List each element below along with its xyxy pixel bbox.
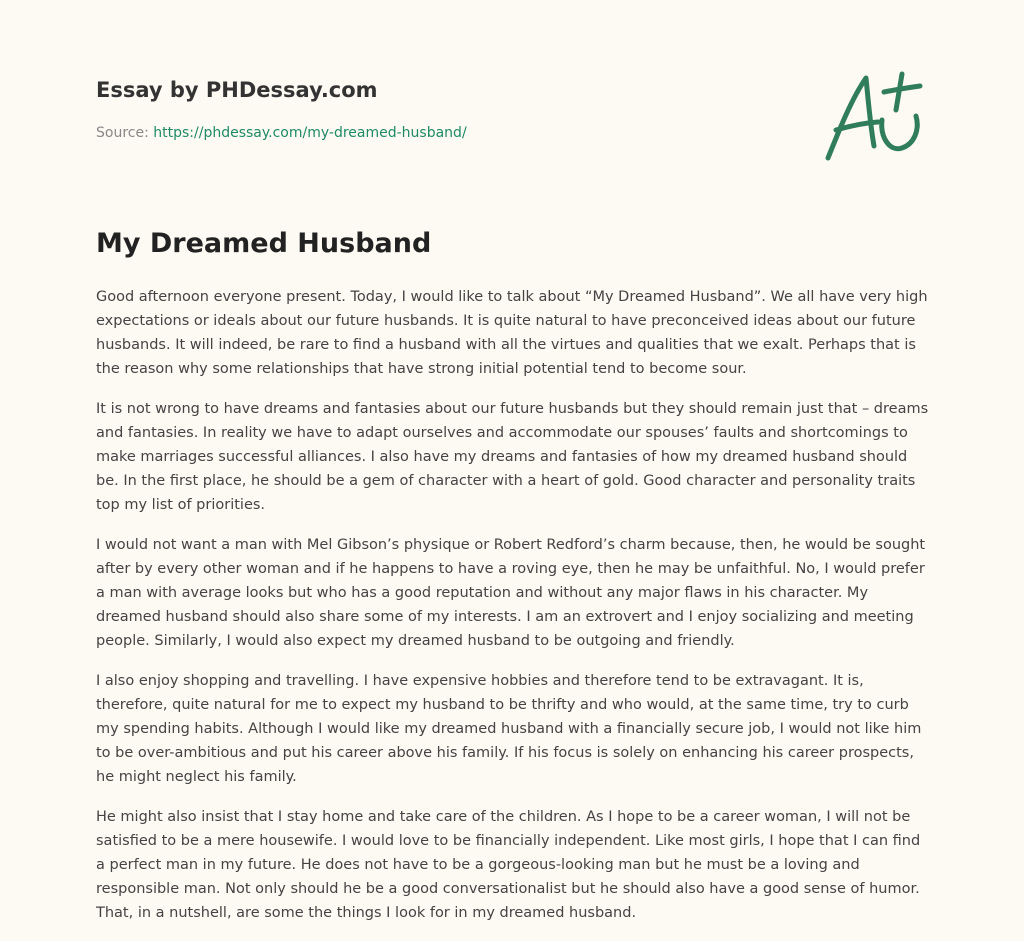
essay-paragraph: It is not wrong to have dreams and fantasies about our future husbands but they should remain just that – dreams and fantasies. In reality we have to adapt ourselves and accommodate our spouses’ faults and shortcomings to make marriages successful alliances. I also have my dreams and fantasies of how my dreamed husband should be. In the first place, he should be a gem of character with a heart of gold. Good character and personality traits top my list of priorities. (96, 401, 929, 513)
essay-paragraph: I also enjoy shopping and travelling. I have expensive hobbies and therefore tend to be extravagant. It is, therefore, quite natural for me to expect my husband to be thrifty and who would, at the same time, try to curb my spending habits. Although I would like my dreamed husband with a financially secure job, I would not like him to be over-ambitious and put his career above his family. If his focus is solely on enhancing his career prospects, he might neglect his family. (96, 673, 922, 785)
source-line (96, 123, 796, 143)
essay-paragraph: Good afternoon everyone present. Today, I would like to talk about “My Dreamed Husband”. We all have very high expectations or ideals about our future husbands. It is quite natural to have preconceived ideas about our future husbands. It will indeed, be rare to find a husband with all the virtues and qualities that we exalt. Perhaps that is the reason why some relationships that have strong initial potential tend to become sour. (96, 289, 928, 377)
page-header (96, 72, 796, 143)
a-plus-logo (822, 68, 926, 164)
a-plus-logo-icon (822, 68, 926, 164)
essay-paragraph: I would not want a man with Mel Gibson’s physique or Robert Redford’s charm because, then, he would be sought after by every other woman and if he happens to have a roving eye, then he may be unfaithful. No, I would prefer a man with average looks but who has a good reputation and without any major flaws in his character. My dreamed husband should also share some of my interests. I am an extrovert and I enjoy socializing and meeting people. Similarly, I would also expect my dreamed husband to be outgoing and friendly. (96, 537, 926, 649)
essay-body (96, 285, 932, 941)
site-title: Essay by PHDessay.com (96, 78, 378, 102)
essay-paragraph: He might also insist that I stay home and take care of the children. As I hope to be a career woman, I will not be satisfied to be a mere housewife. I would love to be financially independent. Like most girls, I hope that I can find a perfect man in my future. He does not have to be a gorgeous-looking man but he must be a loving and responsible man. Not only should he be a good conversationalist but he should also have a good sense of humor. That, in a nutshell, are some the things I look for in my dreamed husband. (96, 809, 921, 921)
source-link[interactable]: https://phdessay.com/my-dreamed-husband/ (153, 125, 467, 141)
source-label: Source: (96, 125, 149, 141)
essay-title: My Dreamed Husband (96, 228, 432, 259)
